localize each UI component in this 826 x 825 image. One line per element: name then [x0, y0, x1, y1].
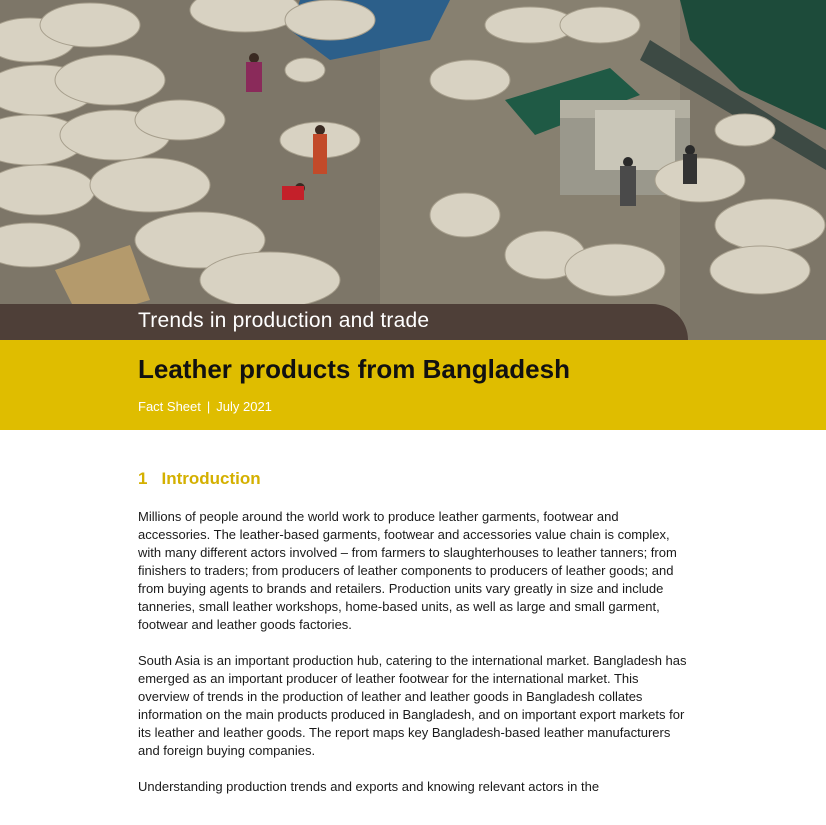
doc-type: Fact Sheet — [138, 399, 201, 414]
paragraph: Millions of people around the world work to produce leather garments, footwear and accessories. The leather-based garments, footwear and accessories value chain is complex, with many different actors involved – from farmers to slaughterhouses to leather tanners; from finishers to traders; from producers of leather components to producers of leather goods; and from buying agents to brands and retailers. Production units vary greatly in size and include tanneries, small leather workshops, home-based units, as well as large and small garment, footwear and leather goods factories. — [138, 509, 677, 632]
report-meta — [138, 399, 272, 414]
section-number: 1 — [138, 469, 148, 488]
body-text — [138, 508, 690, 814]
report-title: Leather products from Bangladesh — [138, 354, 570, 384]
paragraph: Understanding production trends and exports and knowing relevant actors in the — [138, 779, 600, 794]
warehouse-illustration — [0, 0, 826, 340]
paragraph: South Asia is an important production hub, catering to the international market. Bangladesh has emerged as an important producer of leather footwear for the international market. This overview of trends in the production of leather and leather goods in Bangladesh collates information on the main products produced in Bangladesh, and on important export markets for its leather and leather goods. The report maps key Bangladesh-based leather manufacturers and foreign buying companies. — [138, 653, 687, 758]
section-title: Introduction — [161, 469, 261, 488]
publication-date: July 2021 — [216, 399, 272, 414]
meta-separator: | — [206, 399, 211, 414]
report-subtitle: Trends in production and trade — [138, 309, 430, 332]
cover-photo — [0, 0, 826, 340]
section-heading — [138, 469, 261, 489]
